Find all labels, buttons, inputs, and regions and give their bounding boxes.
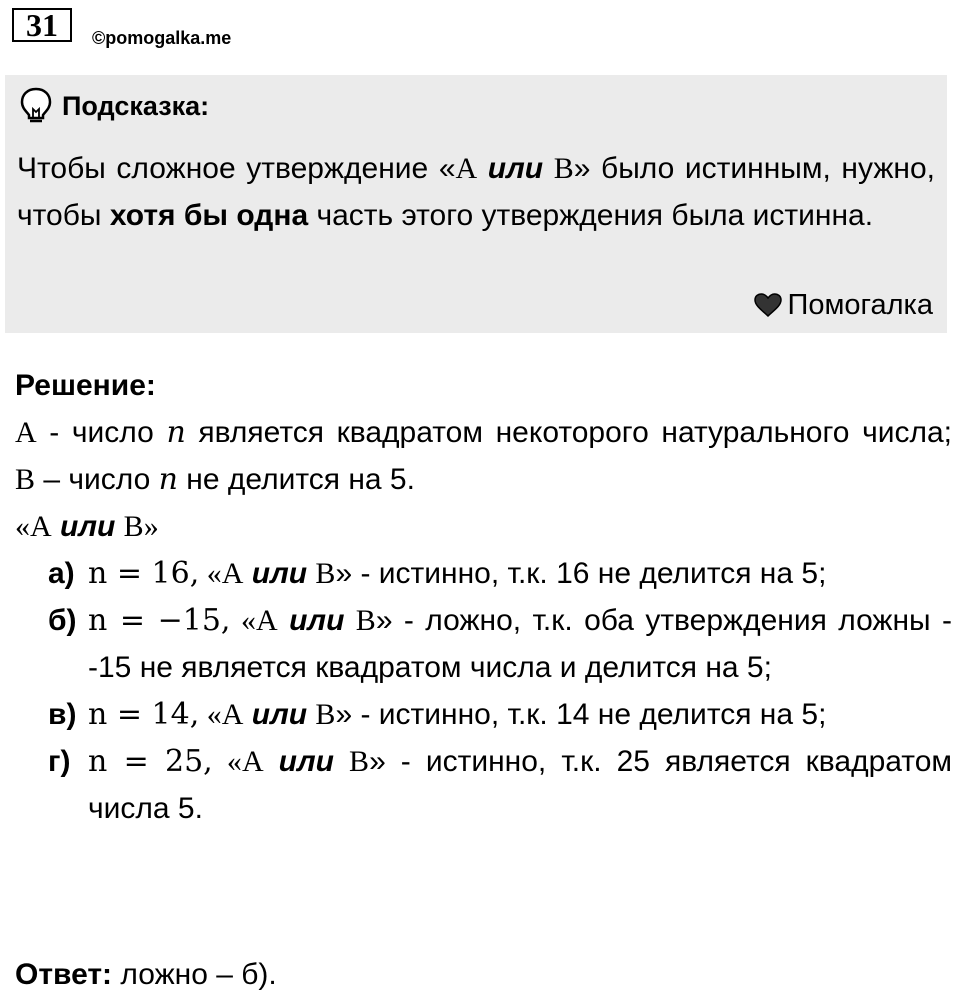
compound-statement: «A или B»: [15, 510, 159, 543]
definition-b: B – число n не делится на 5.: [15, 462, 415, 497]
answer: [15, 958, 277, 992]
hint-text: Чтобы сложное утверждение «A или B» было истинным, нужно, чтобы хотя бы одна часть этого утверждения была истинна.: [17, 152, 935, 232]
item-label: в): [48, 698, 77, 731]
signature-text: Помогалка: [787, 289, 933, 321]
answer-value: ложно – б).: [112, 958, 277, 991]
solution-heading: Решение:: [15, 369, 156, 402]
hint-signature: [754, 289, 933, 322]
item-label: а): [48, 557, 75, 590]
solution-item-a: а) n = 16, «A или B» - истинно, т.к. 16 не делится на 5;: [15, 550, 952, 597]
definition-a: A - число n является квадратом некоторого натурального числа;: [15, 415, 952, 450]
heart-icon: [754, 293, 782, 317]
solution-item-g: г) n = 25, «A или B» - истинно, т.к. 25 является квадратом числа 5.: [15, 738, 952, 832]
answer-label: Ответ:: [15, 958, 113, 991]
item-formula: n = 16,: [88, 556, 200, 591]
lightbulb-icon: [19, 87, 53, 125]
item-formula: n = 25,: [88, 744, 213, 779]
site-credit: ©pomogalka.me: [92, 28, 232, 48]
solution: [15, 362, 952, 832]
item-label: б): [48, 604, 77, 637]
solution-item-b: б) n = −15, «A или B» - ложно, т.к. оба утверждения ложны - -15 не является квадратом числа и делится на 5;: [15, 597, 952, 691]
item-formula: n = 14,: [88, 697, 200, 732]
hint-title-text: Подсказка:: [62, 91, 210, 121]
item-formula: n = −15,: [88, 603, 231, 638]
item-label: г): [48, 745, 71, 778]
task-number: 31: [12, 8, 72, 42]
hint-box: [5, 75, 947, 333]
solution-item-v: в) n = 14, «A или B» - истинно, т.к. 14 не делится на 5;: [15, 691, 952, 738]
